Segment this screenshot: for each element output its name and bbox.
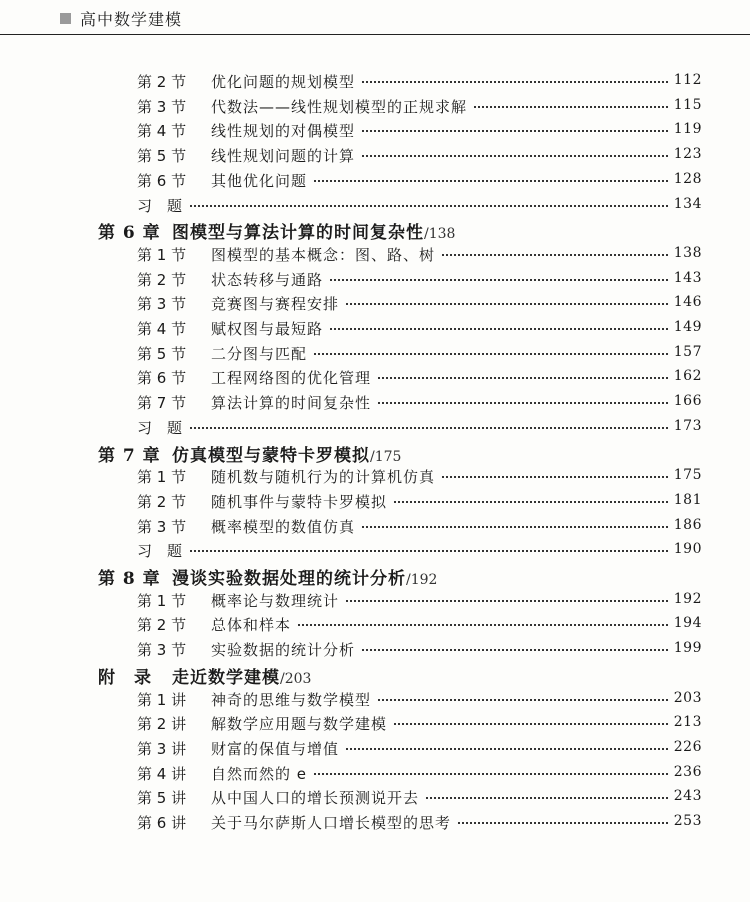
toc-section-row[interactable] <box>0 589 750 613</box>
toc-section-row[interactable] <box>0 317 750 341</box>
section-page-number: 194 <box>668 615 702 631</box>
section-title: 关于马尔萨斯人口增长模型的思考 <box>211 812 457 833</box>
toc-section-row[interactable] <box>0 366 750 390</box>
toc-section-row[interactable] <box>0 342 750 366</box>
section-label: 第 2 节 <box>137 492 187 511</box>
toc-section-row[interactable] <box>0 811 750 835</box>
section-label: 第 2 节 <box>137 616 187 635</box>
section-label: 第 6 节 <box>137 171 187 190</box>
section-label: 习 题 <box>137 542 183 561</box>
toc-section-row[interactable] <box>0 465 750 489</box>
section-label: 第 5 讲 <box>137 789 187 808</box>
header-rule <box>0 34 750 35</box>
section-page-number: 149 <box>668 319 702 335</box>
toc-section-row[interactable] <box>0 638 750 662</box>
section-label: 第 3 节 <box>137 517 187 536</box>
section-page-number: 199 <box>668 640 702 656</box>
section-page-number: 192 <box>668 591 702 607</box>
section-page-number: 186 <box>668 517 702 533</box>
section-page-number: 213 <box>668 714 702 730</box>
chapter-page-number: /192 <box>406 572 438 588</box>
section-label: 第 2 节 <box>137 73 187 91</box>
section-title: 算法计算的时间复杂性 <box>211 392 377 413</box>
section-title: 自然而然的 e <box>211 763 313 784</box>
section-page-number: 123 <box>668 146 702 162</box>
chapter-label: 第 7 章 <box>98 445 161 466</box>
section-label: 第 1 节 <box>137 245 187 264</box>
toc-section-row[interactable] <box>0 391 750 415</box>
section-title: 其他优化问题 <box>211 170 313 191</box>
section-title: 线性规划问题的计算 <box>211 145 361 166</box>
chapter-label: 第 6 章 <box>98 223 161 244</box>
section-page-number: 203 <box>668 690 702 706</box>
toc-section-row[interactable] <box>0 194 750 218</box>
section-label: 第 3 讲 <box>137 739 187 758</box>
section-title: 竞赛图与赛程安排 <box>211 293 345 314</box>
section-page-number: 115 <box>668 97 702 113</box>
section-page-number: 173 <box>668 418 702 434</box>
section-label: 习 题 <box>137 196 183 215</box>
toc-section-row[interactable] <box>0 119 750 143</box>
section-label: 习 题 <box>137 418 183 437</box>
section-page-number: 166 <box>668 393 702 409</box>
section-label: 第 7 节 <box>137 394 187 413</box>
section-title: 财富的保值与增值 <box>211 738 345 759</box>
section-page-number: 112 <box>668 72 702 88</box>
toc-section-row[interactable] <box>0 416 750 440</box>
toc-chapter-row[interactable] <box>0 218 750 242</box>
toc-section-row[interactable] <box>0 292 750 316</box>
toc-chapter-row[interactable] <box>0 663 750 687</box>
chapter-page-number: /175 <box>370 448 402 465</box>
section-label: 第 3 节 <box>137 97 187 116</box>
toc-section-row[interactable] <box>0 95 750 119</box>
section-page-number: 162 <box>668 368 702 384</box>
chapter-title-text: 仿真模型与蒙特卡罗模拟 <box>172 445 370 466</box>
dot-leader <box>190 550 692 552</box>
section-page-number: 146 <box>668 294 702 310</box>
section-title: 赋权图与最短路 <box>211 318 329 339</box>
section-title: 概率模型的数值仿真 <box>211 516 361 537</box>
section-label: 第 6 讲 <box>137 814 187 832</box>
section-label: 第 5 节 <box>137 147 187 166</box>
toc-section-row[interactable] <box>0 762 750 786</box>
chapter-page-number: /203 <box>280 670 312 687</box>
toc-section-row[interactable] <box>0 613 750 637</box>
section-label: 第 1 节 <box>137 468 187 487</box>
chapter-label: 第 8 章 <box>98 569 161 589</box>
section-label: 第 4 节 <box>137 320 187 338</box>
section-title: 二分图与匹配 <box>211 343 313 364</box>
section-title: 工程网络图的优化管理 <box>211 367 377 388</box>
toc-chapter-row[interactable] <box>0 441 750 465</box>
chapter-title <box>172 218 455 243</box>
section-page-number: 181 <box>668 492 702 508</box>
section-title: 优化问题的规划模型 <box>211 71 361 92</box>
chapter-title-text: 图模型与算法计算的时间复杂性 <box>172 223 424 244</box>
chapter-title <box>172 564 437 589</box>
dot-leader <box>190 427 692 429</box>
section-page-number: 236 <box>668 764 702 780</box>
section-page-number: 134 <box>668 196 702 212</box>
toc-chapter-row[interactable] <box>0 564 750 588</box>
toc-section-row[interactable] <box>0 144 750 168</box>
section-page-number: 119 <box>668 121 702 137</box>
chapter-title-text: 漫谈实验数据处理的统计分析 <box>172 569 406 589</box>
chapter-page-number: /138 <box>424 226 456 243</box>
toc-section-row[interactable] <box>0 539 750 563</box>
section-title: 实验数据的统计分析 <box>211 639 361 660</box>
section-page-number: 143 <box>668 270 702 286</box>
section-title: 总体和样本 <box>211 614 297 635</box>
section-page-number: 128 <box>668 171 702 187</box>
section-title: 代数法——线性规划模型的正规求解 <box>211 96 473 117</box>
chapter-title <box>172 441 401 466</box>
toc-section-row[interactable] <box>0 737 750 761</box>
toc-section-row[interactable] <box>0 243 750 267</box>
section-page-number: 190 <box>668 541 702 557</box>
book-title: 高中数学建模 <box>80 10 183 29</box>
section-title: 状态转移与通路 <box>211 269 329 290</box>
section-title: 概率论与数理统计 <box>211 590 345 611</box>
section-label: 第 1 节 <box>137 591 187 610</box>
toc-section-row[interactable] <box>0 515 750 539</box>
section-title: 线性规划的对偶模型 <box>211 120 361 141</box>
section-page-number: 138 <box>668 245 702 261</box>
chapter-title-text: 走近数学建模 <box>172 667 280 688</box>
toc-section-row[interactable] <box>0 786 750 810</box>
section-title: 随机事件与蒙特卡罗模拟 <box>211 491 393 512</box>
toc-section-row[interactable] <box>0 688 750 712</box>
toc-section-row[interactable] <box>0 712 750 736</box>
section-title: 随机数与随机行为的计算机仿真 <box>211 466 441 487</box>
section-page-number: 157 <box>668 344 702 360</box>
section-page-number: 253 <box>668 813 702 829</box>
toc-section-row[interactable] <box>0 70 750 94</box>
chapter-title <box>172 663 311 688</box>
section-label: 第 4 讲 <box>137 764 187 783</box>
section-label: 第 4 节 <box>137 122 187 141</box>
header-square-icon <box>60 13 71 24</box>
toc-section-row[interactable] <box>0 268 750 292</box>
section-label: 第 5 节 <box>137 344 187 363</box>
section-title: 解数学应用题与数学建模 <box>211 713 393 734</box>
running-header <box>0 0 750 40</box>
section-label: 第 1 讲 <box>137 690 187 709</box>
section-label: 第 3 节 <box>137 641 187 660</box>
section-label: 第 2 节 <box>137 270 187 289</box>
dot-leader <box>190 205 692 207</box>
section-title: 神奇的思维与数学模型 <box>211 689 377 710</box>
section-label: 第 3 节 <box>137 295 187 314</box>
section-title: 图模型的基本概念：图、路、树 <box>211 244 441 265</box>
section-page-number: 175 <box>668 467 702 483</box>
section-label: 第 2 讲 <box>137 715 187 734</box>
section-page-number: 243 <box>668 788 702 804</box>
toc-section-row[interactable] <box>0 490 750 514</box>
section-title: 从中国人口的增长预测说开去 <box>211 787 425 808</box>
section-page-number: 226 <box>668 739 702 755</box>
section-label: 第 6 节 <box>137 369 187 388</box>
toc-section-row[interactable] <box>0 169 750 193</box>
chapter-label: 附 录 <box>98 667 152 688</box>
